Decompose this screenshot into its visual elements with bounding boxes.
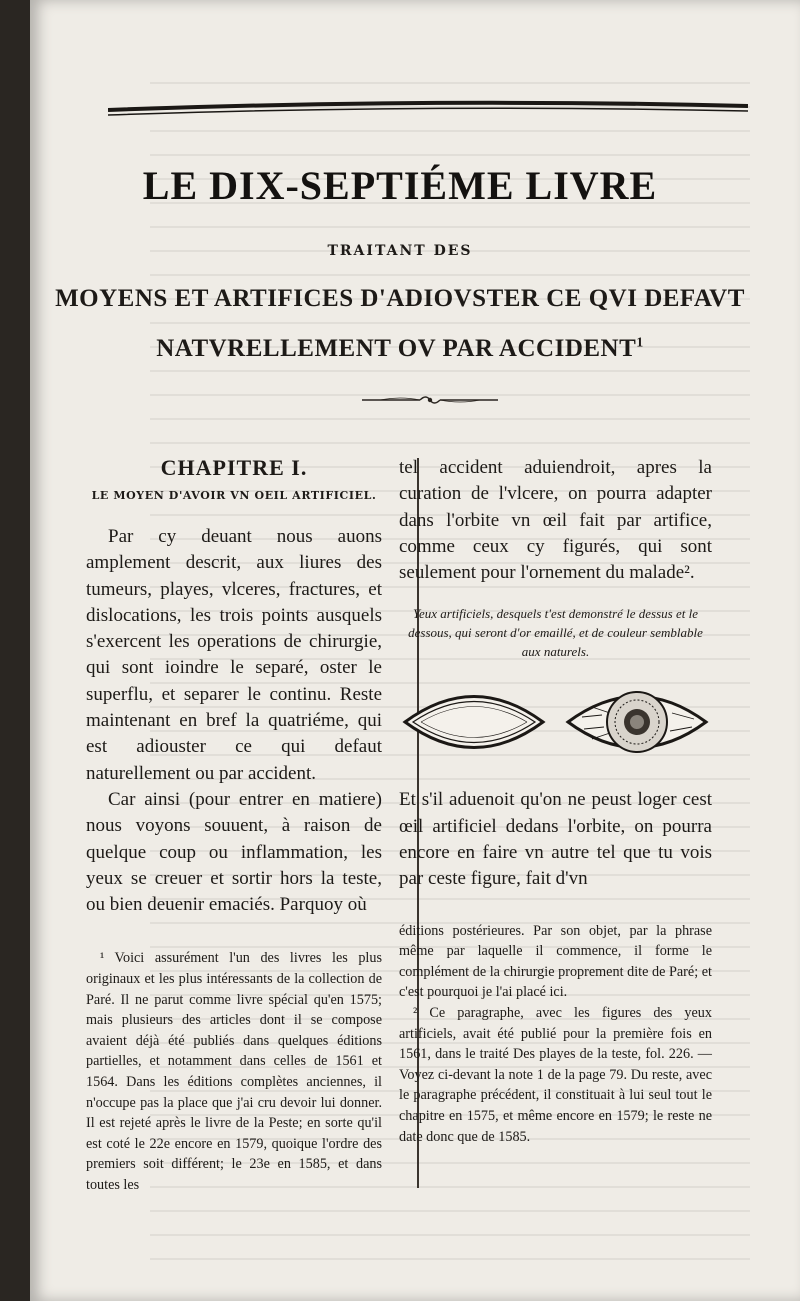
ornament-divider xyxy=(360,392,500,408)
right-column xyxy=(399,455,712,1147)
body-paragraph: tel accident aduiendroit, apres la curation de l'vlcere, on pourra adapter dans l'orbite vn œil fait par artifice, comme ceux cy figurés, qui sont seulement pour l'ornement du malade². xyxy=(399,457,712,584)
chapter-number: CHAPITRE I. xyxy=(160,455,308,480)
footnote: ² Ce paragraphe, avec les figures des yeux artificiels, avait été publié pour la première fois en 1561, dans le traité Des playes de la teste, fol. 226. — Voyez ci-devant la note 1 de la page 79. Du reste, avec le paragraphe précédent, il constituait à lui seul tout le chapitre en 1575, et même encore en 1579; le reste ne date donc que de 1585. xyxy=(399,1005,712,1145)
artificial-eye-back-icon xyxy=(399,677,549,767)
body-paragraph: Car ainsi (pour entrer en matiere) nous voyons souuent, à raison de quelque coup ou inflammation, les yeux se creuer et sortir hors la teste, ou bien deuenir emaciés. Parquoy où xyxy=(86,788,382,916)
book-page xyxy=(30,0,800,1301)
subheading-text: NATVRELLEMENT OV PAR ACCIDENT xyxy=(156,335,637,362)
body-paragraph: Par cy deuant nous auons amplement descrit, aux liures des tumeurs, playes, vlceres, fractures, et dislocations, les trois points ausquels s'exercent les operations de chirurgie, qui sont ioindre le separé, oster le superflu, et separer le continu. Reste maintenant en bref la quatriéme, qui est adiouster ce qui defaut naturellement ou par accident. xyxy=(86,526,382,784)
book-subheading-line1: MOYENS ET ARTIFICES D'ADIOVSTER CE QVI DEFAVT xyxy=(55,285,745,312)
book-title: LE DIX-SEPTIÉME LIVRE xyxy=(142,163,658,208)
figure-caption: Yeux artificiels, desquels t'est demonstré le dessus et le dessous, qui seront d'or emaillé, et de couleur semblable aux naturels. xyxy=(408,606,703,660)
left-column xyxy=(86,455,382,1196)
footnote-continuation: éditions postérieures. Par son objet, par la phrase même par laquelle il commence, il forme le complément de la chirurgie proprement dite de Paré; et c'est pourquoi je l'ai placé ici. xyxy=(399,922,712,1001)
chapter-heading: LE MOYEN D'AVOIR VN OEIL ARTIFICIEL. xyxy=(91,489,377,502)
footnote-marker[interactable]: 1 xyxy=(636,335,644,351)
footnote: ¹ Voici assurément l'un des livres les plus originaux et les plus intéressants de la collection de Paré. Il ne parut comme livre spécial qu'en 1575; mais plusieurs des articles dont il se compose avaient déjà été publiés dans quelques éditions partielles, et notamment dans celles de 1561 et 1564. Dans les éditions complètes anciennes, il n'occupe pas la place que j'ai cru devoir lui donner. Il est rejeté après le livre de la Peste; en sorte qu'il est coté le 22e encore en 1579, quoique l'ordre des premiers soit différent; le 23e en 1585, et dans toutes les xyxy=(86,950,382,1193)
book-subtitle: TRAITANT DES xyxy=(327,243,473,259)
book-subheading-line2 xyxy=(30,335,800,363)
artificial-eyes-figure xyxy=(399,677,712,767)
artificial-eye-front-icon xyxy=(562,677,712,767)
body-paragraph: Et s'il aduenoit qu'on ne peust loger cest œil artificiel dedans l'orbite, on pourra encore en faire vn autre tel que tu vois par ceste figure, fait d'vn xyxy=(399,789,712,890)
header-rule xyxy=(108,100,748,118)
